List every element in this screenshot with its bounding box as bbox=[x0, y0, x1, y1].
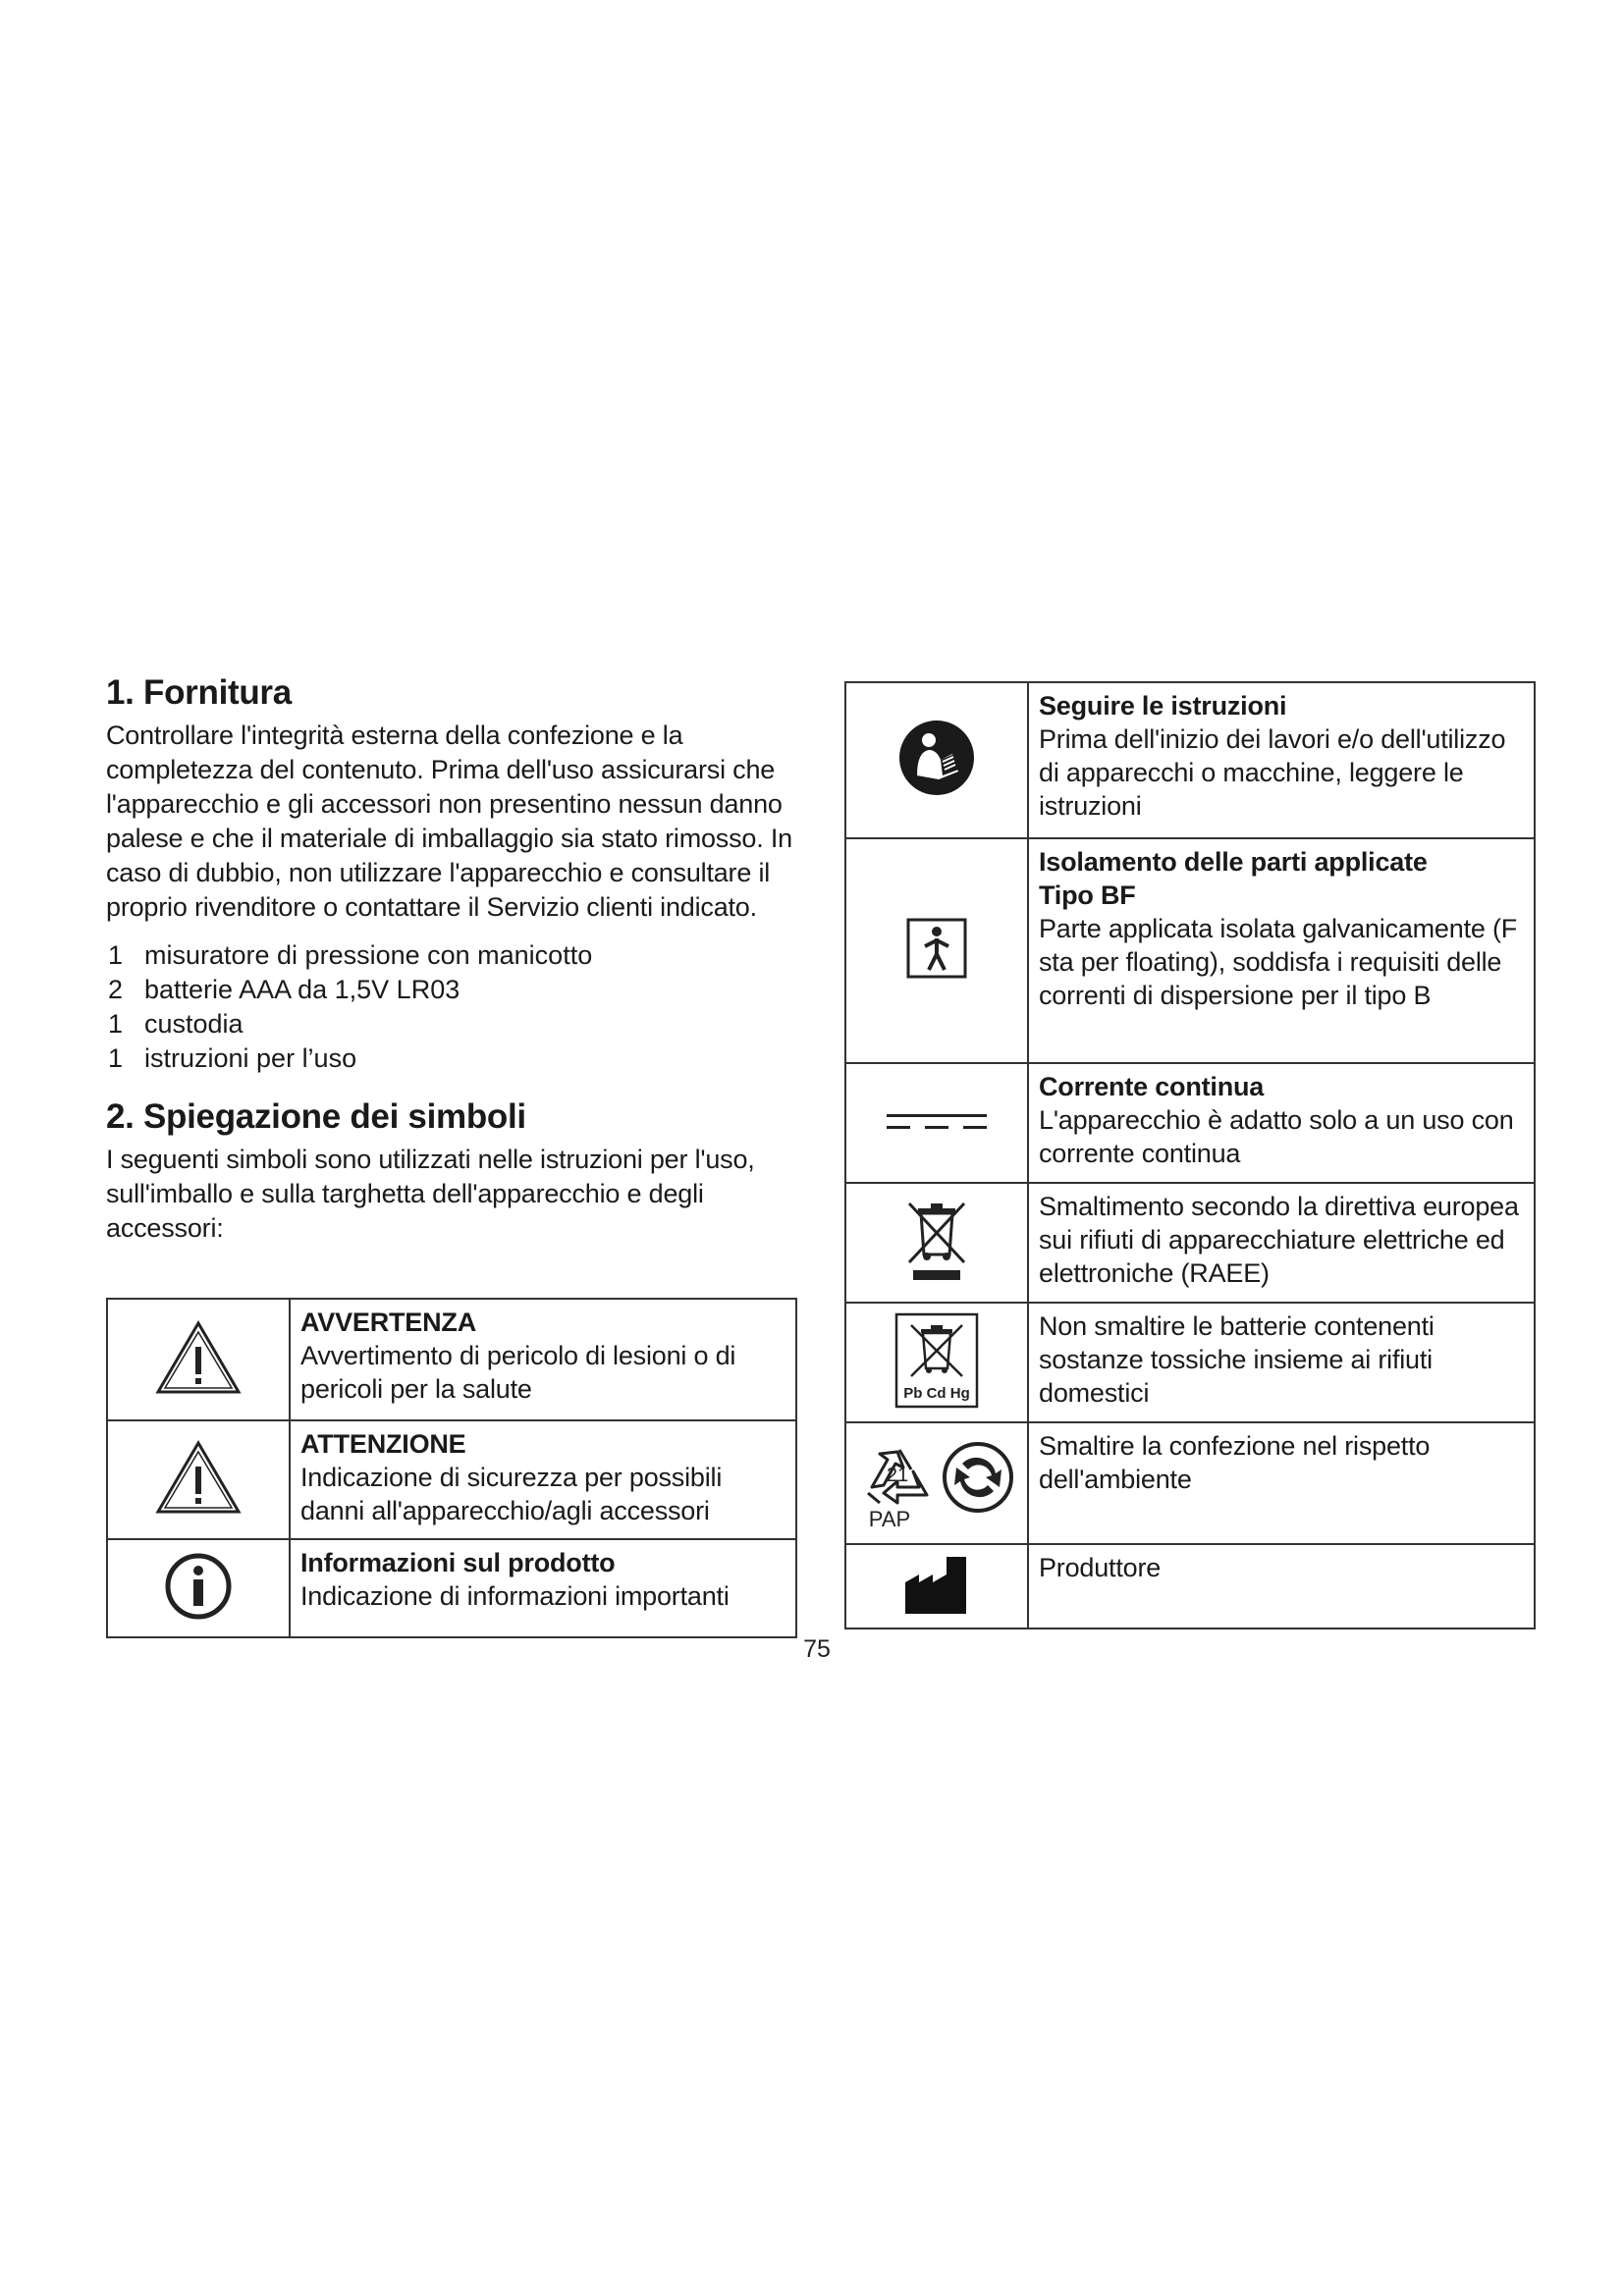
symbol-desc: Indicazione di informazioni importanti bbox=[300, 1581, 730, 1611]
symbol-title: Seguire le istruzioni bbox=[1039, 691, 1287, 721]
list-item bbox=[106, 938, 793, 973]
item-qty: 1 bbox=[108, 940, 124, 970]
contents-list bbox=[106, 938, 793, 1076]
icon-cell bbox=[107, 1420, 290, 1539]
warning-triangle-icon bbox=[154, 1319, 243, 1396]
page-number: 75 bbox=[803, 1635, 831, 1663]
symbol-desc: L'apparecchio è adatto solo a un uso con corrente continua bbox=[1039, 1105, 1514, 1168]
follow-instructions-icon bbox=[897, 719, 976, 797]
icon-cell bbox=[107, 1299, 290, 1420]
text-cell bbox=[1028, 1303, 1535, 1422]
symbol-title: Informazioni sul prodotto bbox=[300, 1548, 616, 1577]
recycling-pap-icon bbox=[858, 1426, 1015, 1536]
icon-cell bbox=[107, 1539, 290, 1637]
icon-cell bbox=[845, 1063, 1028, 1183]
item-text: batterie AAA da 1,5V LR03 bbox=[144, 975, 460, 1004]
symbol-desc: Parte applicata isolata galvanicamente (F sta per floating), soddisfa i requisiti delle correnti di dispersione per il tipo B bbox=[1039, 914, 1518, 1010]
text-cell bbox=[1028, 1544, 1535, 1629]
type-bf-icon bbox=[905, 917, 968, 980]
item-text: misuratore di pressione con manicotto bbox=[144, 940, 593, 970]
table-row bbox=[845, 1422, 1535, 1544]
battery-disposal-icon bbox=[893, 1311, 980, 1410]
caution-triangle-icon bbox=[154, 1439, 243, 1516]
icon-cell bbox=[845, 1183, 1028, 1303]
table-row bbox=[845, 1063, 1535, 1183]
text-cell bbox=[1028, 1183, 1535, 1303]
table-row bbox=[845, 1183, 1535, 1303]
symbol-desc: Non smaltire le batterie contenenti sostanze tossiche insieme ai rifiuti domestici bbox=[1039, 1311, 1435, 1408]
icon-cell bbox=[845, 1544, 1028, 1629]
symbol-title: ATTENZIONE bbox=[300, 1429, 466, 1459]
list-item bbox=[106, 1041, 793, 1076]
symbol-desc: Produttore bbox=[1039, 1553, 1162, 1582]
icon-cell bbox=[845, 838, 1028, 1063]
text-cell bbox=[290, 1539, 796, 1637]
table-row bbox=[107, 1539, 796, 1637]
symbol-title: AVVERTENZA bbox=[300, 1308, 477, 1337]
symbol-title: Corrente continua bbox=[1039, 1072, 1265, 1101]
manufacturer-icon bbox=[901, 1553, 972, 1616]
text-cell bbox=[1028, 1422, 1535, 1544]
text-cell bbox=[290, 1299, 796, 1420]
table-row bbox=[107, 1299, 796, 1420]
battery-icon-label: Pb Cd Hg bbox=[903, 1384, 970, 1402]
fornitura-paragraph: Controllare l'integrità esterna della confezione e la completezza del contenuto. Prima dell'uso assicurarsi che l'apparecchio e gli accessori non presentino nessun danno palese e che il materiale di imballaggio sia stato rimosso. In caso di dubbio, non utilizzare l'apparecchio e consultare il proprio rivenditore o contattare il Servizio clienti indicato. bbox=[106, 721, 792, 922]
left-column bbox=[106, 673, 793, 1246]
direct-current-icon bbox=[883, 1106, 991, 1136]
symbol-desc: Prima dell'inizio dei lavori e/o dell'utilizzo di apparecchi o macchine, leggere le istruzioni bbox=[1039, 724, 1506, 821]
icon-cell bbox=[845, 1303, 1028, 1422]
table-row bbox=[107, 1420, 796, 1539]
symbol-desc: Smaltimento secondo la direttiva europea sui rifiuti di apparecchiature elettriche ed elettroniche (RAEE) bbox=[1039, 1192, 1519, 1288]
item-qty: 2 bbox=[108, 975, 124, 1004]
text-cell bbox=[1028, 1063, 1535, 1183]
icon-cell bbox=[845, 682, 1028, 838]
symbols-paragraph: I seguenti simboli sono utilizzati nelle istruzioni per l'uso, sull'imballo e sulla targhetta dell'apparecchio e degli accessori: bbox=[106, 1145, 755, 1243]
symbols-table-right bbox=[844, 681, 1536, 1629]
table-row bbox=[845, 1303, 1535, 1422]
symbol-desc: Avvertimento di pericolo di lesioni o di pericoli per la salute bbox=[300, 1341, 736, 1404]
recycle-code: 21 bbox=[886, 1464, 909, 1486]
text-cell bbox=[1028, 838, 1535, 1063]
list-item bbox=[106, 973, 793, 1007]
symbol-title: Isolamento delle parti applicate Tipo BF bbox=[1039, 847, 1428, 910]
symbol-desc: Indicazione di sicurezza per possibili danni all'apparecchio/agli accessori bbox=[300, 1463, 723, 1525]
table-row bbox=[845, 682, 1535, 838]
text-cell bbox=[1028, 682, 1535, 838]
symbol-desc: Smaltire la confezione nel rispetto dell'ambiente bbox=[1039, 1431, 1431, 1494]
item-text: custodia bbox=[144, 1009, 244, 1039]
info-icon bbox=[163, 1551, 234, 1622]
section-symbols bbox=[106, 1097, 793, 1246]
symbols-table-left bbox=[106, 1298, 797, 1638]
section-title-fornitura: 1. Fornitura bbox=[106, 673, 292, 712]
text-cell bbox=[290, 1420, 796, 1539]
pap-label: PAP bbox=[868, 1506, 911, 1531]
item-text: istruzioni per l’uso bbox=[144, 1043, 357, 1073]
table-row bbox=[845, 838, 1535, 1063]
weee-bin-icon bbox=[905, 1198, 968, 1284]
item-qty: 1 bbox=[108, 1043, 124, 1073]
icon-cell bbox=[845, 1422, 1028, 1544]
table-row bbox=[845, 1544, 1535, 1629]
list-item bbox=[106, 1007, 793, 1041]
item-qty: 1 bbox=[108, 1009, 124, 1039]
section-title-symbols: 2. Spiegazione dei simboli bbox=[106, 1097, 526, 1136]
